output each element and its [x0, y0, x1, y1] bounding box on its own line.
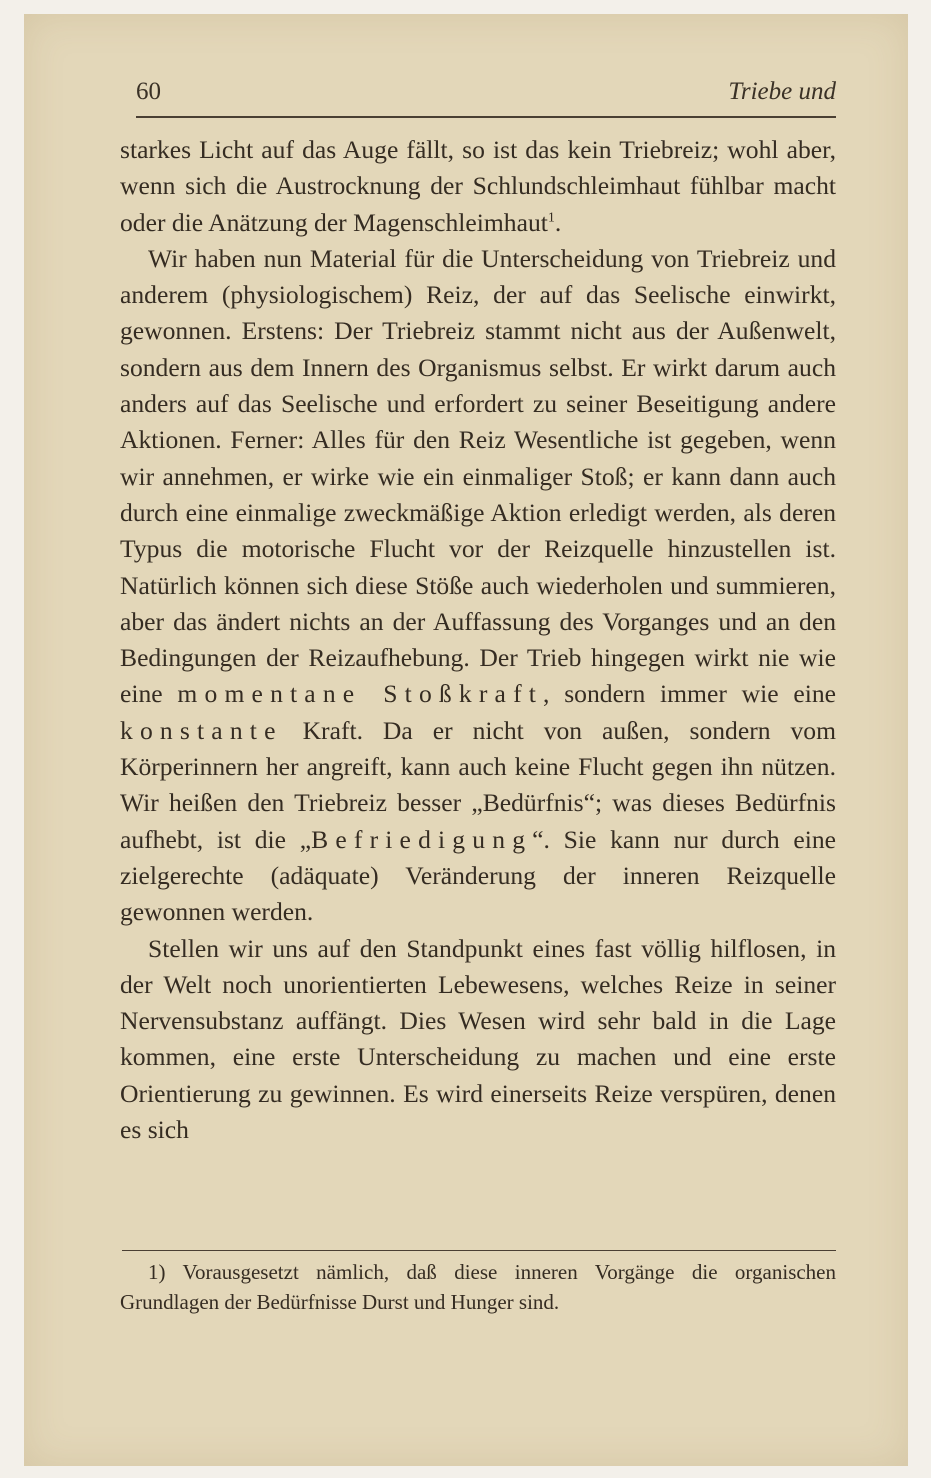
paragraph-2-text-d: “. Sie kann nur durch eine zielgerechte (adäquate) Veränderung der inneren Reizquelle gewonnen werden. [120, 824, 836, 927]
emphasis-befriedigung: Befriedigung [311, 824, 533, 854]
footnote-reference: 1 [547, 210, 555, 226]
paragraph-2-text-c: Kraft. Da er nicht von außen, sondern vom Körperinnern her angreift, kann auch keine Flucht gegen ihn nützen. Wir heißen den Triebreiz besser „Bedürfnis“; was dieses Bedürfnis aufhebt, ist die „ [120, 715, 836, 854]
footnote [120, 1257, 836, 1317]
footnote-body [120, 1257, 836, 1317]
emphasis-konstante: konstante [120, 715, 283, 745]
page-number: 60 [136, 78, 161, 105]
paragraph-2-text-a: Wir haben nun Material für die Unterscheidung von Triebreiz und anderem (physiologischem) Reiz, der auf das Seelische einwirkt, gewonnen. Erstens: Der Triebreiz stammt nicht aus der Außenwelt, sondern aus dem Innern des Organismus selbst. Er wirkt darum auch anders auf das Seelische und erfordert zu seiner Beseitigung andere Aktionen. Ferner: Alles für den Reiz Wesentliche ist gegeben, wenn wir annehmen, er wirke wie ein einmaliger Stoß; er kann dann auch durch eine einmalige zweckmäßige Aktion erledigt werden, als deren Typus die motorische Flucht vor der Reizquelle hinzustellen ist. Natürlich können sich diese Stöße auch wiederholen und summieren, aber das ändert nichts an der Auffassung des Vorganges und an den Bedingungen der Reizaufhebung. Der Trieb hingegen wirkt nie wie eine [120, 243, 836, 709]
page-header [136, 78, 836, 114]
body-text [120, 132, 836, 1148]
paragraph-3-text: Stellen wir uns auf den Standpunkt eines fast völlig hilflosen, in der Welt noch unorientierten Lebewesens, welches Reize in seiner Nervensubstanz auffängt. Dies Wesen wird sehr bald in die Lage kommen, eine erste Unterscheidung zu machen und eine erste Orientierung zu gewinnen. Es wird einerseits Reize verspüren, denen es sich [120, 933, 836, 1145]
paragraph-3 [120, 931, 836, 1149]
header-rule [136, 116, 836, 118]
emphasis-momentane-stosskraft: momentane Stoßkraft [177, 679, 544, 709]
footnote-rule [122, 1250, 836, 1251]
footnote-text: Vorausgesetzt nämlich, daß diese inneren Vorgänge die organischen Grundlagen der Bedürfnisse Durst und Hunger sind. [120, 1260, 837, 1314]
paragraph-1-text: starkes Licht auf das Auge fällt, so ist das kein Triebreiz; wohl aber, wenn sich die Austrocknung der Schlundschleimhaut fühlbar macht oder die Anätzung der Magenschleimhaut [120, 135, 836, 237]
running-head: Triebe und [728, 78, 836, 105]
footnote-marker: 1) [148, 1260, 166, 1284]
paragraph-2-text-b: , sondern immer wie eine [543, 679, 836, 709]
paragraph-1 [120, 132, 836, 241]
paragraph-1-end: . [554, 207, 562, 237]
paragraph-2 [120, 241, 836, 931]
